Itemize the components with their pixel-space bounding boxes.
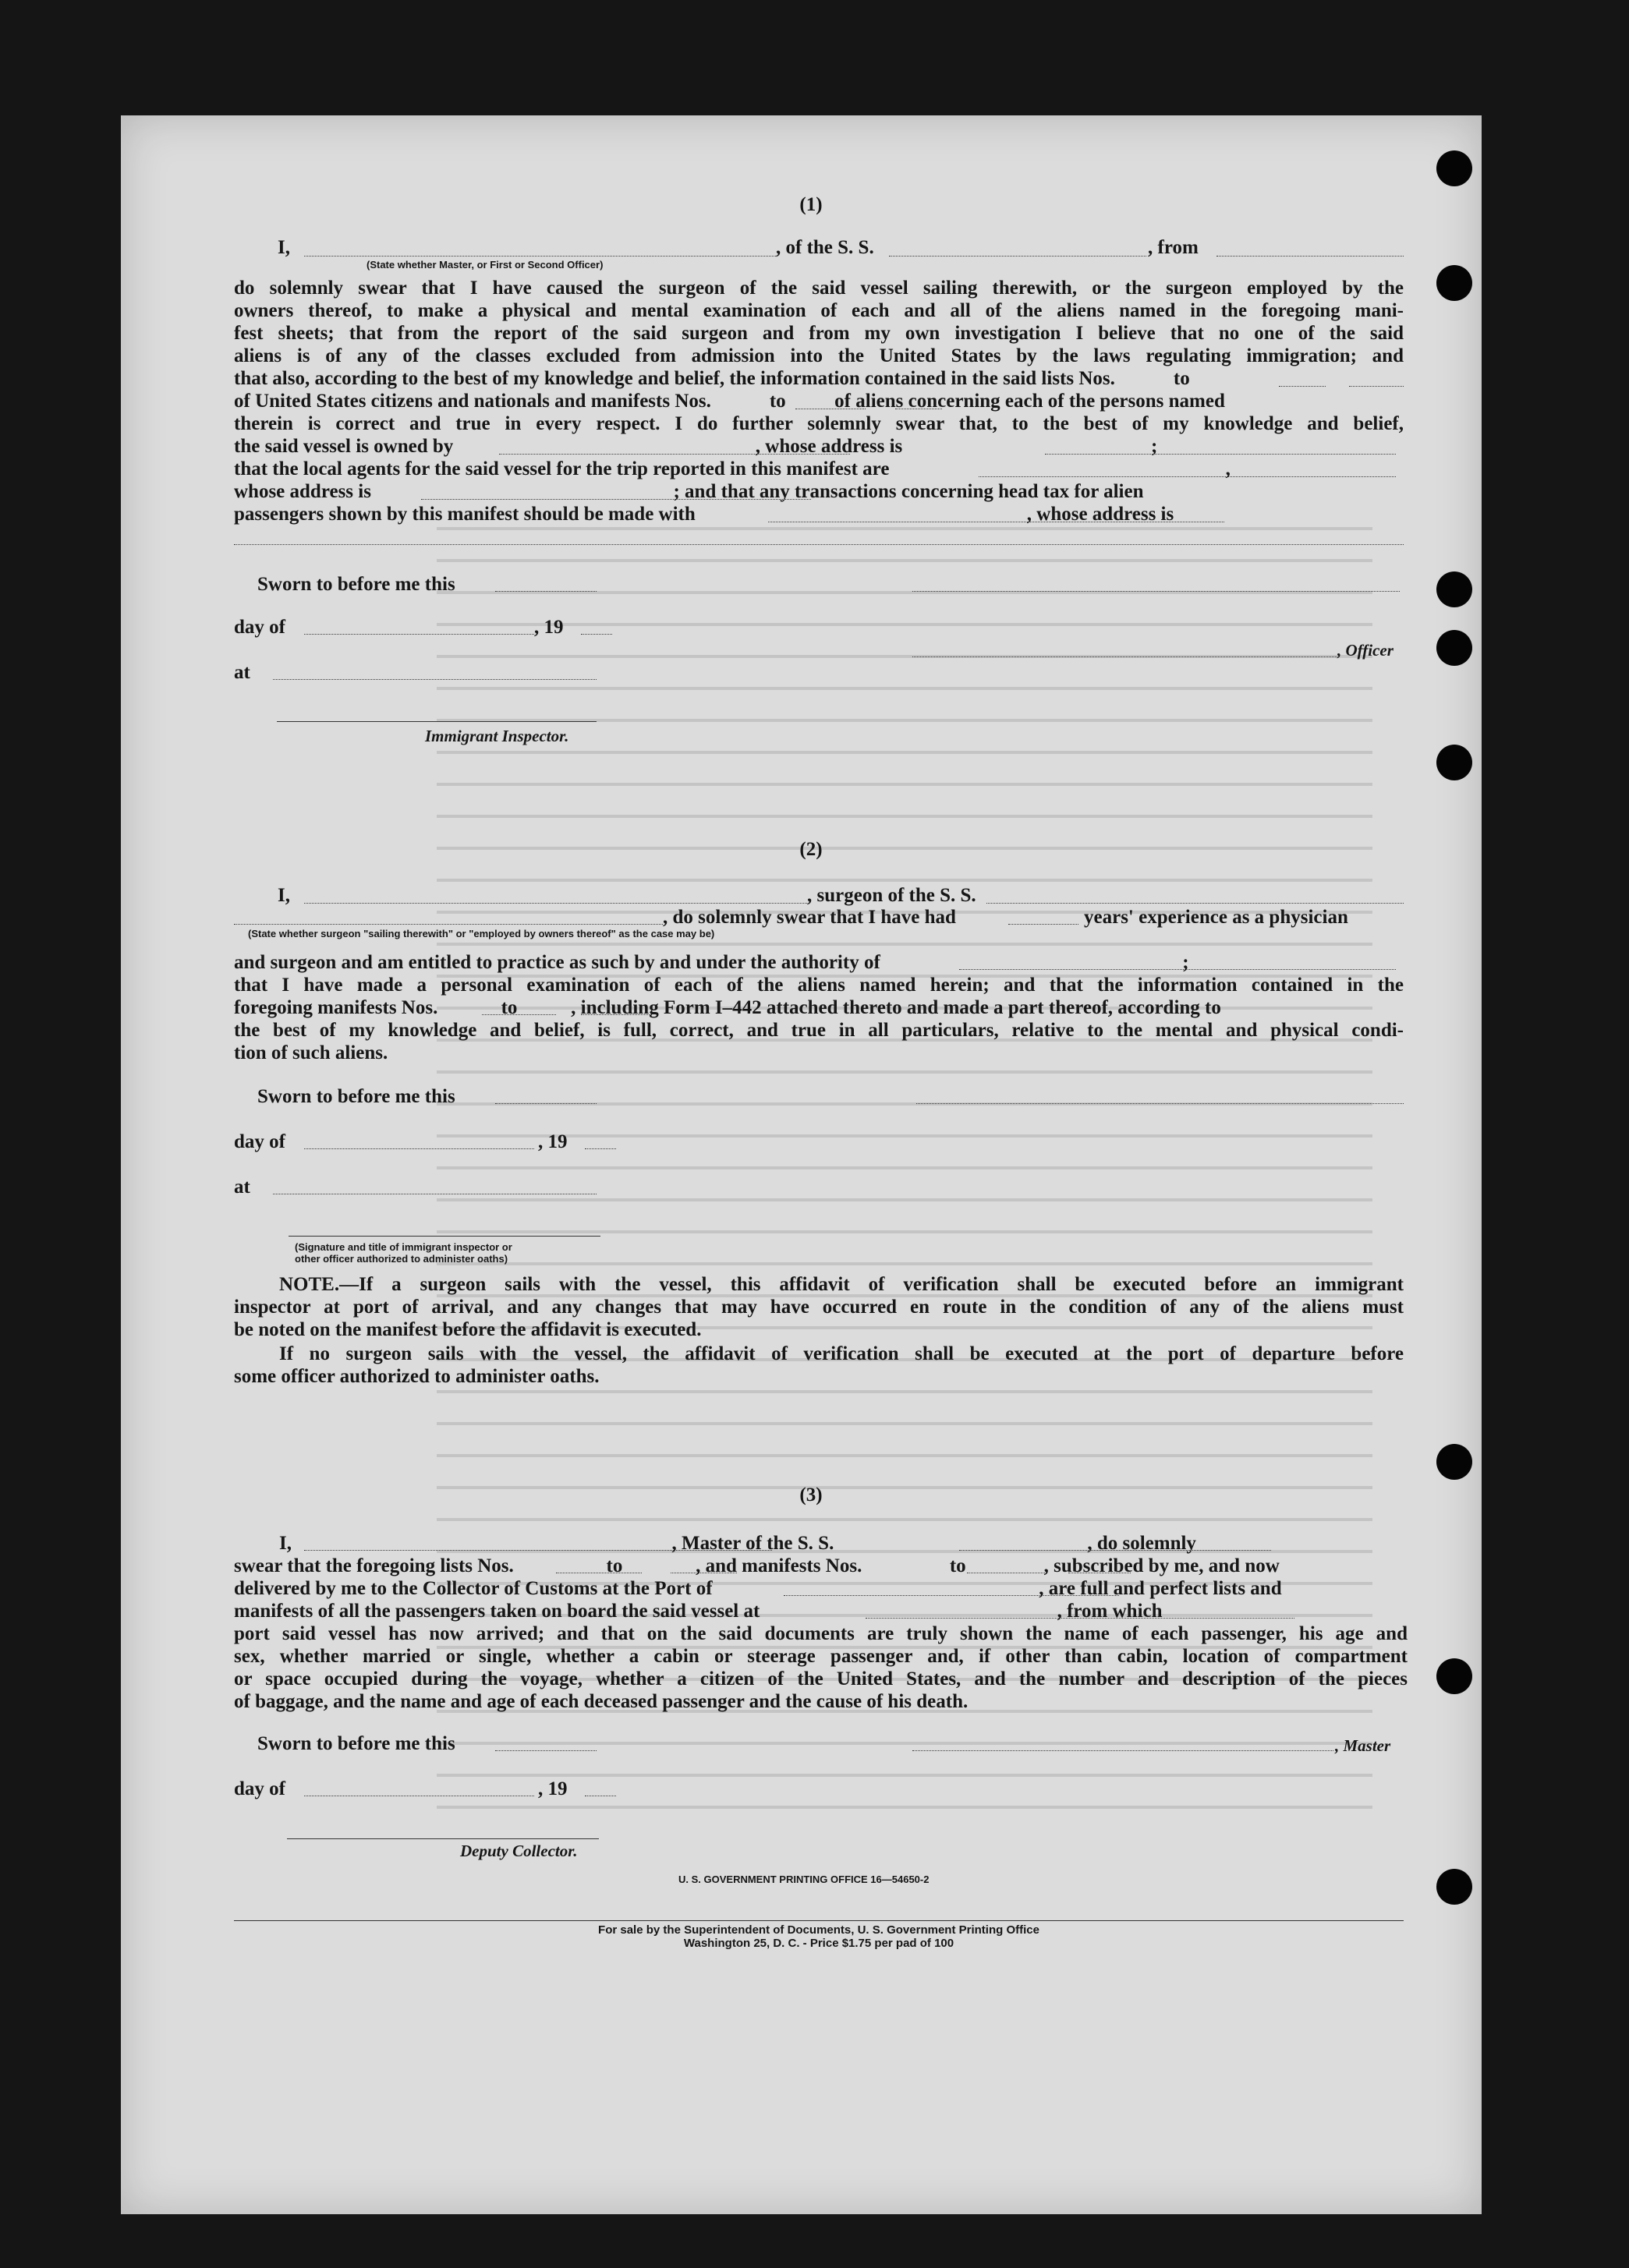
inspector-label: Immigrant Inspector. (425, 727, 569, 745)
punch-hole (1436, 745, 1472, 780)
oath-line: manifests of all the passengers taken on board the said vessel at , from which (234, 1601, 1163, 1622)
oath-line: that the local agents for the said vessel for the trip reported in this manifest are , (234, 458, 1231, 479)
oath-line: the said vessel is owned by , whose address is ; (234, 436, 1158, 457)
oath-line: that I have made a personal examination of each of the aliens named herein; and that the information contained in the (234, 975, 1404, 996)
master-name-field[interactable] (304, 1550, 772, 1551)
sworn-label: Sworn to before me this (257, 1733, 455, 1754)
agents-address-field[interactable] (421, 499, 811, 500)
manifests-from-field[interactable] (482, 1014, 556, 1015)
punch-hole (1436, 571, 1472, 607)
authority-field[interactable] (959, 969, 1396, 970)
sworn-date-field[interactable] (495, 1103, 597, 1104)
oath-line: I, , Master of the S. S. , do solemnly (279, 1533, 1196, 1554)
officer-signature-field[interactable] (912, 591, 1400, 592)
years-experience-field[interactable] (1008, 924, 1078, 925)
collector-signature-line[interactable] (287, 1838, 599, 1839)
officer-title-field[interactable] (912, 656, 1337, 657)
master-signature-field[interactable] (912, 1750, 1333, 1751)
sworn-date-field[interactable] (495, 1750, 597, 1751)
at-place-field[interactable] (273, 679, 597, 680)
day-of-field[interactable] (304, 634, 534, 635)
year-field[interactable] (585, 1148, 616, 1149)
lists-to-field[interactable] (1349, 386, 1404, 387)
sale-notice: Washington 25, D. C. - Price $1.75 per pad of 100 (683, 1937, 954, 1950)
oath-line: owners thereof, to make a physical and mental examination of each and all of the aliens named in the foregoing mani- (234, 300, 1404, 321)
oath-line: whose address is ; and that any transactions concerning head tax for alien (234, 481, 1144, 502)
sale-notice: For sale by the Superintendent of Documents, U. S. Government Printing Office (598, 1923, 1039, 1937)
gpo-imprint: U. S. GOVERNMENT PRINTING OFFICE 16—54650-2 (678, 1873, 930, 1885)
punch-hole (1436, 150, 1472, 186)
punch-hole (1436, 1444, 1472, 1480)
day-of-label: day of (234, 1131, 285, 1152)
surgeon-signature-field[interactable] (916, 1103, 1404, 1104)
oath-line: port said vessel has now arrived; and that on the said documents are truly shown the name of each passenger, his age and (234, 1623, 1408, 1644)
owner-address-field[interactable] (1045, 454, 1396, 455)
lists-from-field[interactable] (1279, 386, 1326, 387)
oath-line: tion of such aliens. (234, 1042, 388, 1063)
officer-caption: (State whether Master, or First or Second Officer) (367, 259, 604, 271)
master-label: , Master (1335, 1736, 1391, 1755)
owner-field[interactable] (499, 454, 850, 455)
section3-number: (3) (799, 1484, 823, 1506)
note-text: NOTE.—If a surgeon sails with the vessel, this affidavit of verification shall be executed before an immigrant (279, 1274, 1404, 1295)
surgeon-name-field[interactable] (304, 903, 807, 904)
from-label: , from (1148, 237, 1199, 258)
oath-line: or space occupied during the voyage, whether a citizen of the United States, and the number and description of the pieces (234, 1668, 1408, 1690)
inspector-signature-line[interactable] (289, 1236, 600, 1237)
oath-line: of United States citizens and nationals and manifests Nos. to of aliens concerning each of the persons named (234, 391, 1225, 412)
oath-line: of baggage, and the name and age of each deceased passenger and the cause of his death. (234, 1691, 969, 1712)
manifests-to-field[interactable] (581, 1014, 651, 1015)
oath-line: aliens is of any of the classes excluded from admission into the United States by the laws regulating immigration; and (234, 345, 1404, 366)
oath-line: therein is correct and true in every respect. I do further solemnly swear that, to the best of my knowledge and belief, (234, 413, 1404, 434)
oath-line: foregoing manifests Nos. to , including Form I–442 attached thereto and made a part thereof, according to (234, 997, 1221, 1018)
section2-number: (2) (799, 839, 823, 860)
note-text: some officer authorized to administer oaths. (234, 1366, 600, 1387)
oath-line: swear that the foregoing lists Nos. to , and manifests Nos. to , subscribed by me, and now (234, 1555, 1280, 1576)
day-of-label: day of (234, 617, 285, 638)
from-port-field[interactable] (1216, 256, 1404, 257)
officer-name-field[interactable] (304, 256, 776, 257)
signature-caption: (Signature and title of immigrant inspector or (295, 1241, 512, 1253)
punch-hole (1436, 265, 1472, 301)
day-of-label: day of (234, 1778, 285, 1799)
oath-line: the best of my knowledge and belief, is full, correct, and true in all particulars, relative to the mental and physical condi- (234, 1020, 1404, 1041)
at-label: at (234, 662, 250, 683)
master-vessel-field[interactable] (959, 1550, 1271, 1551)
surgeon-of-ss-label: , surgeon of the S. S. (807, 885, 976, 906)
sworn-label: Sworn to before me this (257, 1086, 455, 1107)
oath-line: that also, according to the best of my knowledge and belief, the information contained in the said lists Nos. to (234, 368, 1190, 389)
oath-line: and surgeon and am entitled to practice as such by and under the authority of ; (234, 952, 1189, 973)
footer-rule (234, 1920, 1404, 1921)
surgeon-vessel-field[interactable] (986, 903, 1404, 904)
year-label: , 19 (534, 617, 564, 638)
oath-line: fest sheets; that from the report of the said surgeon and from my own investigation I believe that no one of the said (234, 323, 1404, 344)
note-text: be noted on the manifest before the affidavit is executed. (234, 1319, 702, 1340)
punch-hole (1436, 630, 1472, 666)
surgeon-status-field[interactable] (234, 924, 663, 925)
oath-line: passengers shown by this manifest should be made with , whose address is (234, 504, 1174, 525)
signature-caption: other officer authorized to administer oaths) (295, 1253, 508, 1265)
surgeon-caption: (State whether surgeon "sailing therewith" or "employed by owners thereof" as the case may be) (248, 928, 715, 939)
punch-hole (1436, 1869, 1472, 1905)
sworn-date-field[interactable] (495, 591, 597, 592)
section3-oath-text (234, 1532, 1408, 1713)
vessel-name-field[interactable] (889, 256, 1146, 257)
solemnly-swear-label: , do solemnly swear that I have had (663, 907, 956, 928)
punch-hole (1436, 1658, 1472, 1694)
officer-label: , Officer (1337, 641, 1394, 660)
port-of-departure-field[interactable] (866, 1618, 1294, 1619)
note-text: inspector at port of arrival, and any changes that may have occurred en route in the condition of any of the aliens must (234, 1297, 1404, 1318)
sworn-label: Sworn to before me this (257, 574, 455, 595)
oath-line: delivered by me to the Collector of Customs at the Port of , are full and perfect lists and (234, 1578, 1282, 1599)
section2-oath-text (234, 951, 1404, 1064)
year-label: , 19 (538, 1131, 568, 1152)
local-agents-field[interactable] (979, 476, 1396, 477)
oath-line: sex, whether married or single, whether a cabin or steerage passenger and, if other than cabin, location of compartment (234, 1646, 1408, 1667)
note-text: If no surgeon sails with the vessel, the affidavit of verification shall be executed at the port of departure before (279, 1343, 1404, 1364)
years-experience-label: years' experience as a physician (1084, 907, 1348, 928)
of-ss-label: , of the S. S. (776, 237, 874, 258)
day-of-field[interactable] (304, 1148, 534, 1149)
year-label: , 19 (538, 1778, 568, 1799)
inspector-signature-line[interactable] (277, 721, 597, 722)
at-label: at (234, 1176, 250, 1198)
collector-label: Deputy Collector. (460, 1842, 578, 1860)
head-tax-address-field[interactable] (234, 544, 1404, 545)
section1-oath-text (234, 277, 1404, 525)
section2-i-label: I, (278, 885, 290, 906)
port-of-arrival-field[interactable] (784, 1595, 1119, 1596)
oath-line: do solemnly swear that I have caused the surgeon of the said vessel sailing therewith, or the surgeon employed by the (234, 278, 1404, 299)
section1-i-label: I, (278, 237, 290, 258)
year-field[interactable] (581, 634, 612, 635)
section1-number: (1) (799, 194, 823, 215)
